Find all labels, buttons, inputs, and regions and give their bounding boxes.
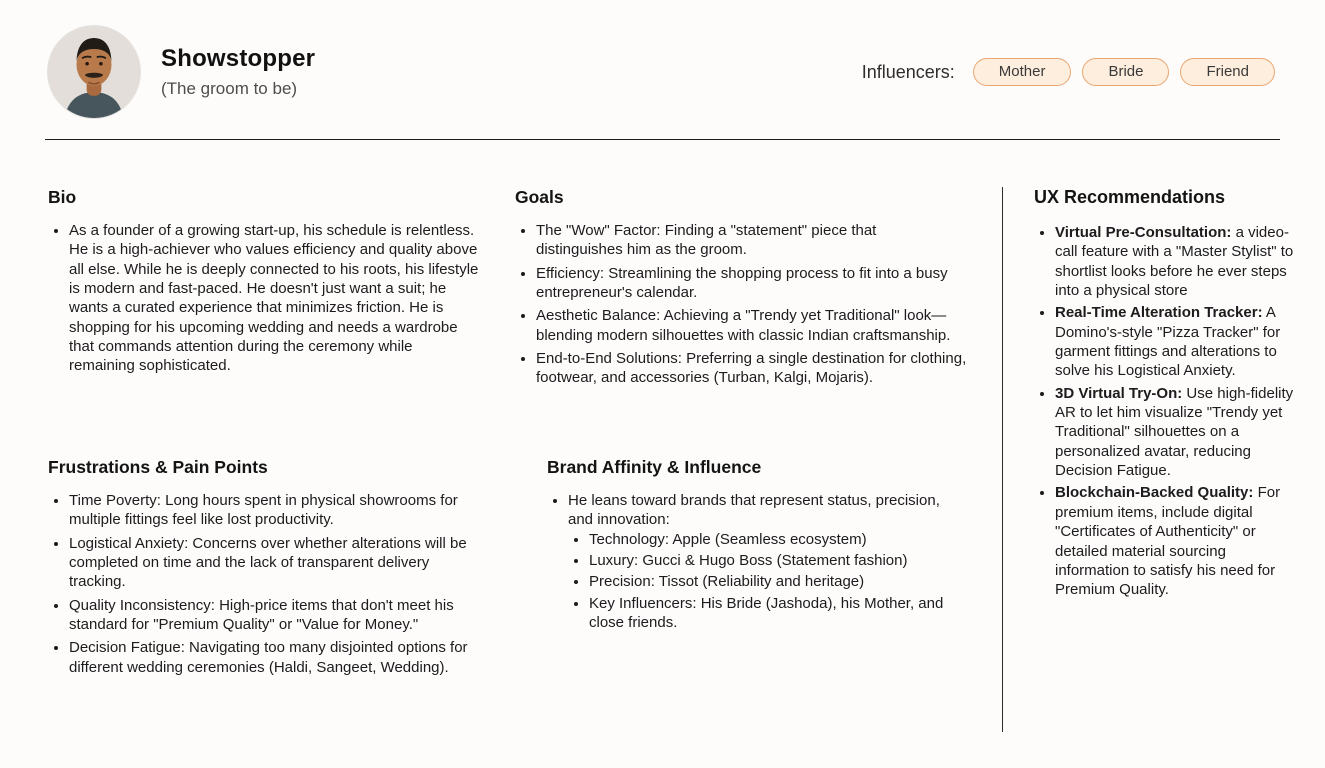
column-middle bbox=[515, 187, 967, 636]
goal-item: • End-to-End Solutions: Preferring a single destination for clothing, footwear, and accessories (Turban, Kalgi, Mojaris). bbox=[536, 349, 967, 388]
brand-nested-list bbox=[568, 530, 967, 633]
influencer-pill-friend[interactable]: Friend bbox=[1180, 58, 1275, 87]
bio-list bbox=[48, 221, 480, 376]
frustration-item: • Time Poverty: Long hours spent in physical showrooms for multiple fittings feel like lost productivity. bbox=[69, 491, 480, 530]
brand-list bbox=[547, 491, 967, 632]
section-ux-recommendations bbox=[1002, 187, 1297, 732]
brand-intro-text: He leans toward brands that represent status, precision, and innovation: bbox=[568, 492, 940, 529]
persona-name: Showstopper bbox=[161, 45, 316, 72]
ux-item-lead: Real-Time Alteration Tracker: bbox=[1055, 304, 1263, 322]
influencers-label: Influencers: bbox=[861, 61, 955, 82]
goal-item: • Efficiency: Streamlining the shopping process to fit into a busy entrepreneur's calendar. bbox=[536, 264, 967, 303]
goal-item: • The "Wow" Factor: Finding a "statement" piece that distinguishes him as the groom. bbox=[536, 221, 967, 260]
groom-portrait-icon bbox=[48, 26, 140, 118]
ux-item bbox=[1055, 483, 1297, 599]
ux-item-text: Use high-fidelity AR to let him visualize "Trendy yet Traditional" silhouettes on a personalized avatar, reducing Decision Fatigue. bbox=[1055, 384, 1294, 480]
section-brand-affinity bbox=[515, 457, 967, 632]
brand-item: • Key Influencers: His Bride (Jashoda), his Mother, and close friends. bbox=[589, 594, 967, 633]
bio-title: Bio bbox=[48, 187, 77, 207]
persona-body bbox=[0, 140, 1325, 732]
influencer-pill-bride[interactable]: Bride bbox=[1082, 58, 1169, 87]
identity-block bbox=[161, 45, 315, 99]
section-bio bbox=[48, 187, 480, 457]
bio-item: • As a founder of a growing start-up, his schedule is relentless. He is a high-achiever who values efficiency and quality above all else. While he is deeply connected to his roots, his lifestyle is modern and fast-paced. He doesn't just want a suit; he wants a curated experience that minimizes friction. He is shopping for his upcoming wedding and needs a wardrobe that commands attention during the ceremony while remaining sophisticated. bbox=[69, 221, 480, 376]
influencer-pill-mother[interactable]: Mother bbox=[973, 58, 1072, 87]
brand-item: • Technology: Apple (Seamless ecosystem) bbox=[589, 530, 967, 549]
goal-item: • Aesthetic Balance: Achieving a "Trendy yet Traditional" look—blending modern silhouettes with classic Indian craftsmanship. bbox=[536, 306, 967, 345]
frustration-item: • Decision Fatigue: Navigating too many disjointed options for different wedding ceremonies (Haldi, Sangeet, Wedding). bbox=[69, 638, 480, 677]
ux-item-text: a video-call feature with a "Master Stylist" to shortlist looks before he ever steps into a physical store bbox=[1055, 224, 1294, 300]
goals-title: Goals bbox=[515, 187, 564, 207]
ux-item-text: For premium items, include digital "Certificates of Authenticity" or detailed material sourcing information to satisfy his need for Premium Quality. bbox=[1055, 484, 1281, 599]
frustrations-list bbox=[48, 491, 480, 677]
goals-list bbox=[515, 221, 967, 388]
frustration-item: • Logistical Anxiety: Concerns over whether alterations will be completed on time and the lack of transparent delivery tracking. bbox=[69, 534, 480, 592]
ux-item-lead: 3D Virtual Try-On: bbox=[1055, 384, 1183, 402]
ux-item-lead: Virtual Pre-Consultation: bbox=[1055, 224, 1232, 241]
ux-item-text: A Domino's-style "Pizza Tracker" for garment fittings and alterations to solve his Logistical Anxiety. bbox=[1055, 304, 1281, 380]
frustration-item: • Quality Inconsistency: High-price items that don't meet his standard for "Premium Quality" or "Value for Money." bbox=[69, 596, 480, 635]
avatar bbox=[48, 26, 140, 118]
section-goals bbox=[515, 187, 967, 457]
ux-item bbox=[1055, 303, 1297, 380]
ux-list bbox=[1034, 223, 1297, 600]
influencers-group bbox=[862, 58, 1275, 87]
ux-item bbox=[1055, 384, 1297, 481]
brand-item: • Luxury: Gucci & Hugo Boss (Statement fashion) bbox=[589, 551, 967, 570]
brand-affinity-title: Brand Affinity & Influence bbox=[547, 457, 762, 477]
brand-intro-item bbox=[568, 491, 967, 632]
ux-item-lead: Blockchain-Backed Quality: bbox=[1055, 484, 1254, 502]
section-frustrations bbox=[48, 457, 480, 677]
frustrations-title: Frustrations & Pain Points bbox=[48, 457, 268, 477]
brand-item: • Precision: Tissot (Reliability and heritage) bbox=[589, 572, 967, 591]
ux-recommendations-title: UX Recommendations bbox=[1034, 187, 1226, 207]
persona-header bbox=[0, 0, 1325, 118]
persona-role: (The groom to be) bbox=[161, 79, 298, 98]
column-left bbox=[48, 187, 480, 681]
ux-item bbox=[1055, 223, 1297, 300]
